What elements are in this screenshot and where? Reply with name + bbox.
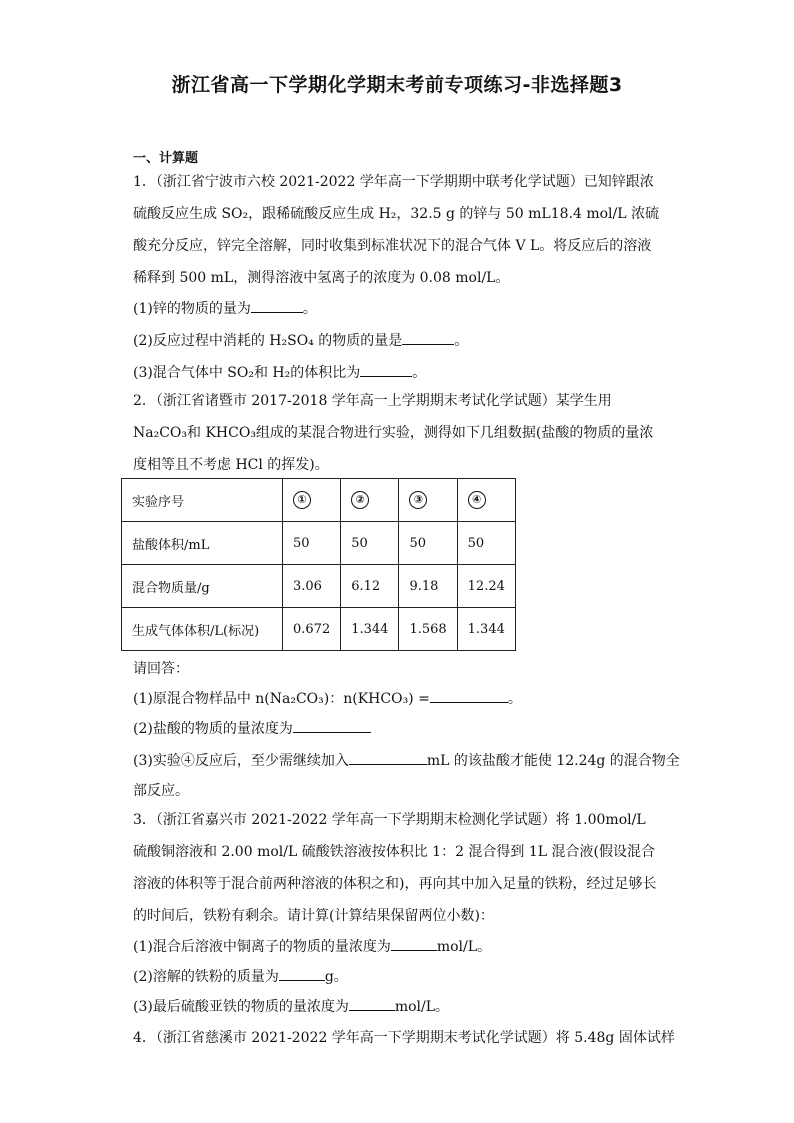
table-cell: 1.344	[341, 608, 399, 651]
table-cell: 混合物质量/g	[122, 565, 283, 608]
answer-blank[interactable]	[293, 718, 371, 733]
question-1-part-3: (3)混合气体中 SO₂和 H₂的体积比为 。	[133, 362, 426, 382]
table-row	[122, 522, 516, 565]
table-header-cell: ④	[457, 479, 515, 522]
experiment-data-table	[121, 478, 516, 651]
question-2-part-2: (2)盐酸的物质的量浓度为	[133, 718, 371, 738]
table-header-cell: 实验序号	[122, 479, 283, 522]
table-cell: 1.568	[399, 608, 457, 651]
question-2-text: 2．（浙江省诸暨市 2017-2018 学年高一上学期期末考试化学试题）某学生用 Na₂CO₃和 KHCO₃组成的某混合物进行实验，测得如下几组数据(盐酸的物质的量浓度相等且不考虑 HCl 的挥发)。	[133, 393, 654, 473]
answer-blank[interactable]	[391, 936, 437, 951]
answer-blank[interactable]	[251, 298, 303, 313]
table-cell: 3.06	[283, 565, 341, 608]
answer-blank[interactable]	[430, 688, 508, 703]
answer-blank[interactable]	[279, 966, 325, 981]
question-2-part-1: (1)原混合物样品中 n(Na₂CO₃)：n(KHCO₃) = 。	[133, 688, 522, 708]
table-cell: 生成气体体积/L(标况)	[122, 608, 283, 651]
table-cell: 9.18	[399, 565, 457, 608]
question-1-text: 1．（浙江省宁波市六校 2021-2022 学年高一下学期期中联考化学试题）已知锌跟浓硫酸反应生成 SO₂，跟稀硫酸反应生成 H₂，32.5 g 的锌与 50 mL18.4 mol/L 浓硫酸充分反应，锌完全溶解，同时收集到标准状况下的混合气体 V L。将反应后的溶液稀释到 500 mL，测得溶液中氢离子的浓度为 0.08 mol/L。	[133, 174, 659, 286]
table-cell: 50	[457, 522, 515, 565]
question-4-text: 4．（浙江省慈溪市 2021-2022 学年高一下学期期末考试化学试题）将 5.48g 固体试样	[133, 1030, 675, 1046]
table-cell: 50	[341, 522, 399, 565]
table-row	[122, 608, 516, 651]
question-1-part-2: (2)反应过程中消耗的 H₂SO₄ 的物质的量是 。	[133, 330, 468, 350]
page-title: 浙江省高一下学期化学期末考前专项练习-非选择题3	[171, 74, 623, 96]
table-cell: 1.344	[457, 608, 515, 651]
question-3-part-2: (2)溶解的铁粉的质量为 g。	[133, 966, 348, 986]
table-cell: 50	[399, 522, 457, 565]
table-cell: 0.672	[283, 608, 341, 651]
table-header-row	[122, 479, 516, 522]
table-cell: 盐酸体积/mL	[122, 522, 283, 565]
question-2-part-3: (3)实验④反应后，至少需继续加入 mL 的该盐酸才能使 12.24g 的混合物全	[133, 750, 680, 770]
table-cell: 6.12	[341, 565, 399, 608]
table-header-cell: ①	[283, 479, 341, 522]
question-1-part-1: (1)锌的物质的量为 。	[133, 298, 317, 318]
question-2-part-3-continued: 部反应。	[133, 783, 189, 799]
table-header-cell: ③	[399, 479, 457, 522]
table-row	[122, 565, 516, 608]
question-3-part-3: (3)最后硫酸亚铁的物质的量浓度为 mol/L。	[133, 996, 449, 1016]
question-3-text: 3．（浙江省嘉兴市 2021-2022 学年高一下学期期末检测化学试题）将 1.00mol/L 硫酸铜溶液和 2.00 mol/L 硫酸铁溶液按体积比 1：2 混合得到 1L 混合液(假设混合溶液的体积等于混合前两种溶液的体积之和)，再向其中加入足量的铁粉，经过足够长的时间后，铁粉有剩余。请计算(计算结果保留两位小数)：	[133, 812, 657, 924]
section-heading: 一、计算题	[133, 151, 199, 166]
table-cell: 12.24	[457, 565, 515, 608]
answer-blank[interactable]	[349, 996, 395, 1011]
question-3-part-1: (1)混合后溶液中铜离子的物质的量浓度为 mol/L。	[133, 936, 491, 956]
answer-blank[interactable]	[349, 750, 427, 765]
answer-prompt: 请回答：	[133, 661, 189, 677]
answer-blank[interactable]	[360, 362, 412, 377]
answer-blank[interactable]	[402, 330, 454, 345]
table-cell: 50	[283, 522, 341, 565]
table-header-cell: ②	[341, 479, 399, 522]
